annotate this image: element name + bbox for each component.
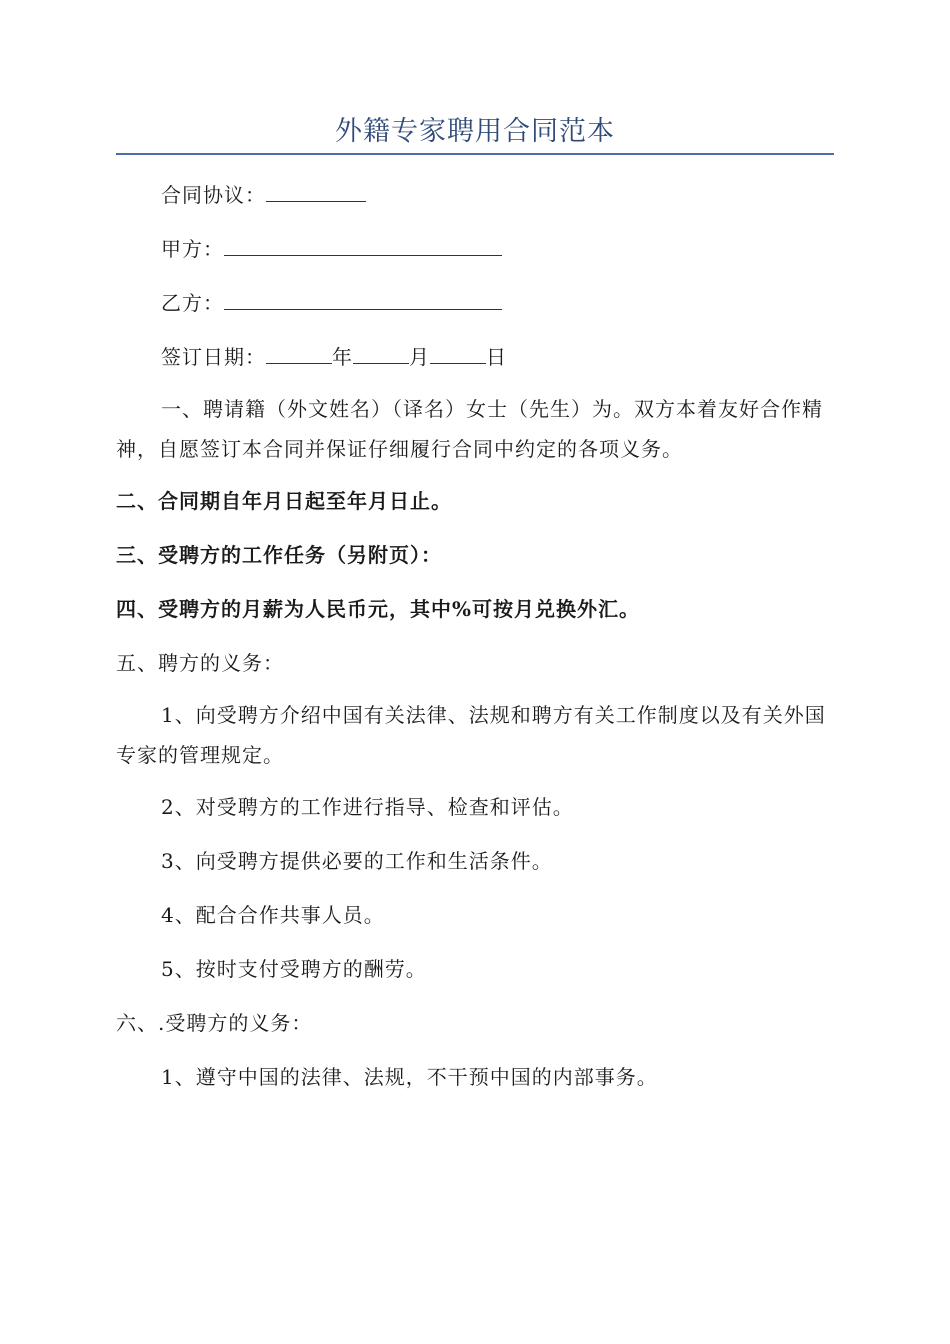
title-underline bbox=[116, 153, 834, 155]
day-label: 日 bbox=[486, 345, 507, 369]
clause-3: 三、受聘方的工作任务（另附页）： bbox=[116, 543, 442, 567]
clause-2: 二、合同期自年月日起至年月日止。 bbox=[116, 489, 452, 513]
contract-label: 合同协议： bbox=[161, 183, 266, 207]
clause-6-item-1: 1、遵守中国的法律、法规，不干预中国的内部事务。 bbox=[161, 1065, 658, 1089]
clause-5-item-4: 4、配合合作共事人员。 bbox=[161, 903, 385, 927]
party-b-field bbox=[116, 281, 834, 325]
clause-5-item-5: 5、按时支付受聘方的酬劳。 bbox=[161, 957, 427, 981]
document-title: 外籍专家聘用合同范本 bbox=[335, 116, 615, 147]
clause-5-item-1: 1、向受聘方介绍中国有关法律、法规和聘方有关工作制度以及有关外国专家的管理规定。 bbox=[116, 703, 826, 767]
clause-4: 四、受聘方的月薪为人民币元，其中%可按月兑换外汇。 bbox=[116, 597, 641, 621]
party-a-blank bbox=[224, 233, 502, 256]
day-blank bbox=[430, 341, 486, 364]
party-a-label: 甲方： bbox=[161, 237, 224, 261]
contract-blank bbox=[266, 179, 366, 202]
sign-date-field bbox=[116, 335, 834, 379]
party-b-label: 乙方： bbox=[161, 291, 224, 315]
contract-field bbox=[116, 173, 834, 217]
clause-6-heading: 六、.受聘方的义务： bbox=[116, 1011, 313, 1035]
clause-5-heading: 五、聘方的义务： bbox=[116, 651, 284, 675]
clause-5-item-3: 3、向受聘方提供必要的工作和生活条件。 bbox=[161, 849, 553, 873]
party-a-field bbox=[116, 227, 834, 271]
month-blank bbox=[353, 341, 409, 364]
party-b-blank bbox=[224, 287, 502, 310]
document-body bbox=[116, 173, 834, 1109]
clause-5-item-2: 2、对受聘方的工作进行指导、检查和评估。 bbox=[161, 795, 574, 819]
year-label: 年 bbox=[332, 345, 353, 369]
clause-1: 一、聘请籍（外文姓名）（译名）女士（先生）为。双方本着友好合作精神，自愿签订本合同并保证仔细履行合同中约定的各项义务。 bbox=[116, 397, 823, 461]
year-blank bbox=[266, 341, 332, 364]
sign-date-label: 签订日期： bbox=[161, 345, 266, 369]
month-label: 月 bbox=[409, 345, 430, 369]
